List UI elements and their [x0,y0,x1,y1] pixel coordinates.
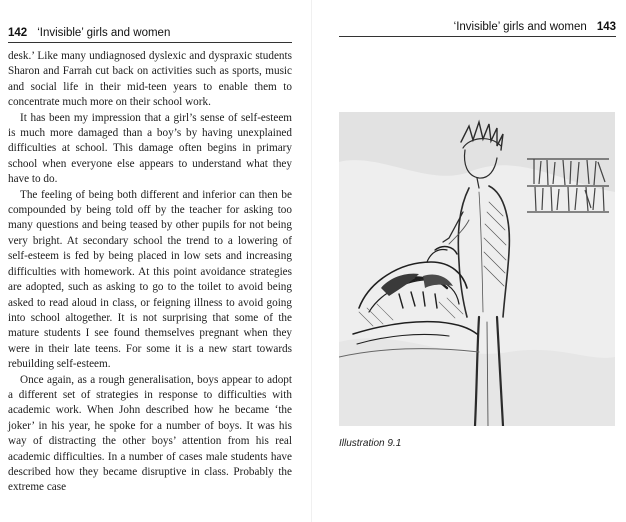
right-page-number: 143 [596,21,616,33]
left-page-number: 142 [8,27,28,39]
left-page [0,0,312,522]
right-running-title: ‘Invisible’ girls and women [453,21,587,33]
illustration-caption: Illustration 9.1 [339,438,402,449]
left-running-head [8,24,292,43]
paragraph: Once again, as a rough generalisation, boys appear to adopt a different set of strategies in response to difficulties with academic work. When John described how he became ‘the joker’ in his year, he spoke for a number of boys. It was his way of distracting the other boys’ attention from his real academic difficulties. In a number of cases male students have described how they became disruptive in class. Probably the extreme case [8,373,292,494]
sketch-illustration [339,112,615,426]
paragraph: It has been my impression that a girl’s sense of self-esteem is much more damaged than a boy’s by having unexplained difficulties at school. This damage often begins in primary school when everyone else appears to understand what they have to do. [8,111,292,186]
right-page [312,0,626,522]
paragraph: desk.’ Like many undiagnosed dyslexic and dyspraxic students Sharon and Farrah cut back on activities such as sports, music and social life in their mid-teen years to enable them to concentrate much more on their school work. [8,50,292,109]
paragraph: The feeling of being both different and inferior can then be compounded by being told off by the teacher for asking too many questions and being teased by other pupils for not being very bright. At secondary school the trend to a lowering of self-esteem is fed by being placed in low sets and increasing difficulties with homework. At this point avoidance strategies are adopted, such as asking to go to the toilet to avoid being asked to read aloud in class, or feigning illness to avoid going into school altogether. It is not surprising that some of the mature students I see found themselves pregnant when they were in their late teens. For some it is a new start towards rebuilding self-esteem. [8,188,292,371]
left-running-title: ‘Invisible’ girls and women [37,27,171,39]
right-running-head [339,18,616,37]
body-text [8,49,292,496]
